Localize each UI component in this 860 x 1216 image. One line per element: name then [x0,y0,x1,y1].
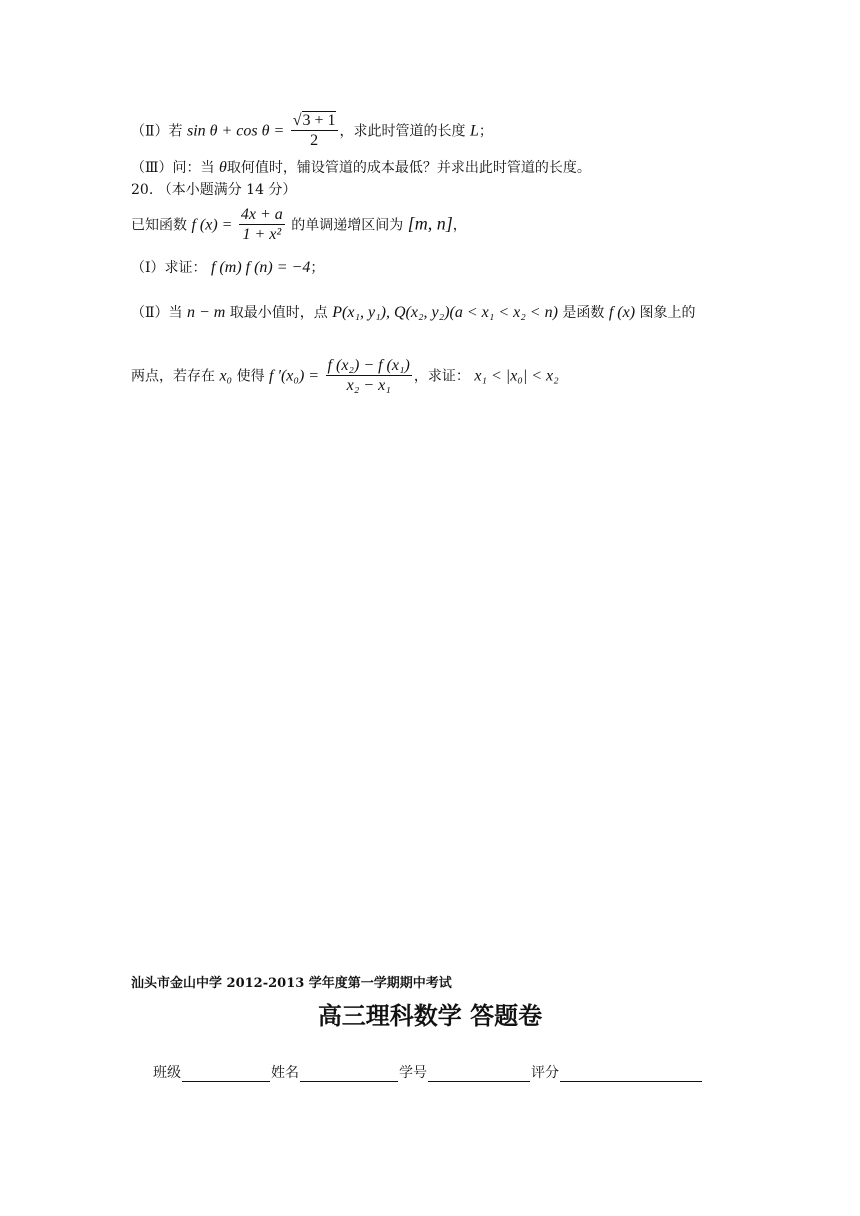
q19-part2-text-b: ，求此时管道的长度 [339,123,466,140]
q20-part2-text-b: 取最小值时，点 [229,305,328,321]
q19-part2-frac-den: 2 [291,130,338,151]
q20-part1-text: 求证： [164,260,207,276]
number-blank[interactable] [428,1067,530,1082]
q19-part2-end: ； [478,123,493,140]
q20-part2-deriv: f ′(x₀) = [269,367,320,385]
name-blank[interactable] [300,1067,398,1082]
q20-part2-fraction [326,357,412,396]
q19-part2-var: L [470,122,479,140]
q20-part1 [131,258,324,278]
q20-part2-fx: f (x) [608,304,636,321]
q19-part3-text-b: 取何值时，铺设管道的成本最低？并求出此时管道的长度。 [226,160,591,176]
q20-part1-formula: f (m) f (n) = −4 [210,259,311,276]
q20-part2-mark: （Ⅱ） [131,305,169,321]
number-label: 学号 [399,1065,427,1081]
student-info-fields [153,1062,703,1082]
score-blank[interactable] [560,1067,702,1082]
q20-intro [131,206,467,245]
q20-part2-x0: x₀ [219,367,233,385]
q20-intro-end: ， [452,217,467,234]
q20-fraction [239,206,285,245]
q20-part2-line2-a: 两点，若存在 [131,368,215,385]
name-label: 姓名 [271,1065,299,1081]
q20-frac-den: 1 + x² [239,224,285,245]
q19-part3-mark: （Ⅲ） [131,160,173,176]
q20-part2-line2-b: 使得 [236,368,265,385]
q20-part2-frac-den: x₂ − x₁ [326,375,412,396]
q19-part2-fraction: $\frac{√3 + 1}{2}$ [292,112,336,149]
q20-part2-expr1: n − m [186,304,226,321]
score-label: 评分 [531,1065,559,1081]
q19-part3 [131,158,591,178]
q20-interval: [m, n] [407,213,453,234]
q20-part2-frac-num: f (x₂) − f (x₁) [327,357,410,374]
q20-part2-text-c: 是函数 [562,305,605,321]
q19-part2-frac-num: 3 + 1 [302,112,336,129]
q19-part3-var: θ [218,159,227,176]
q20-part2-line2 [131,357,559,396]
q20-part2-ineq: x₁ < |x₀| < x₂ [474,367,559,385]
q20-part1-mark: （Ⅰ） [131,260,165,276]
q20-part2-text-a: 当 [168,305,183,321]
q20-intro-b: 的单调递增区间为 [291,217,404,234]
class-label: 班级 [153,1065,181,1081]
q19-part2-text-a: 若 [168,123,183,140]
q20-intro-a: 已知函数 [131,217,187,234]
q19-part2-lhs: sin θ + cos θ = [186,122,285,140]
answer-sheet-title: 高三理科数学 答题卷 [317,1002,543,1030]
q20-part2-text-d: 图象上的 [639,305,696,321]
q20-part2-line1 [131,303,695,323]
q20-fx: f (x) = [191,216,233,234]
q20-part2-line2-c: ，求证： [413,368,470,385]
q19-part3-text-a: 问：当 [172,160,215,176]
class-blank[interactable] [182,1067,270,1082]
q19-part2-mark: （Ⅱ） [131,123,169,140]
q20-header: 20. （本小题满分 14 分） [131,182,297,198]
q20-frac-num: 4x + a [240,206,283,223]
q20-part1-end: ； [310,260,325,276]
school-line: 汕头市金山中学 2012-2013 学年度第一学期期中考试 [131,976,452,991]
q20-part2-points: P(x₁, y₁), Q(x₂, y₂)(a < x₁ < x₂ < n) [332,304,558,321]
q19-part2 [131,112,493,151]
